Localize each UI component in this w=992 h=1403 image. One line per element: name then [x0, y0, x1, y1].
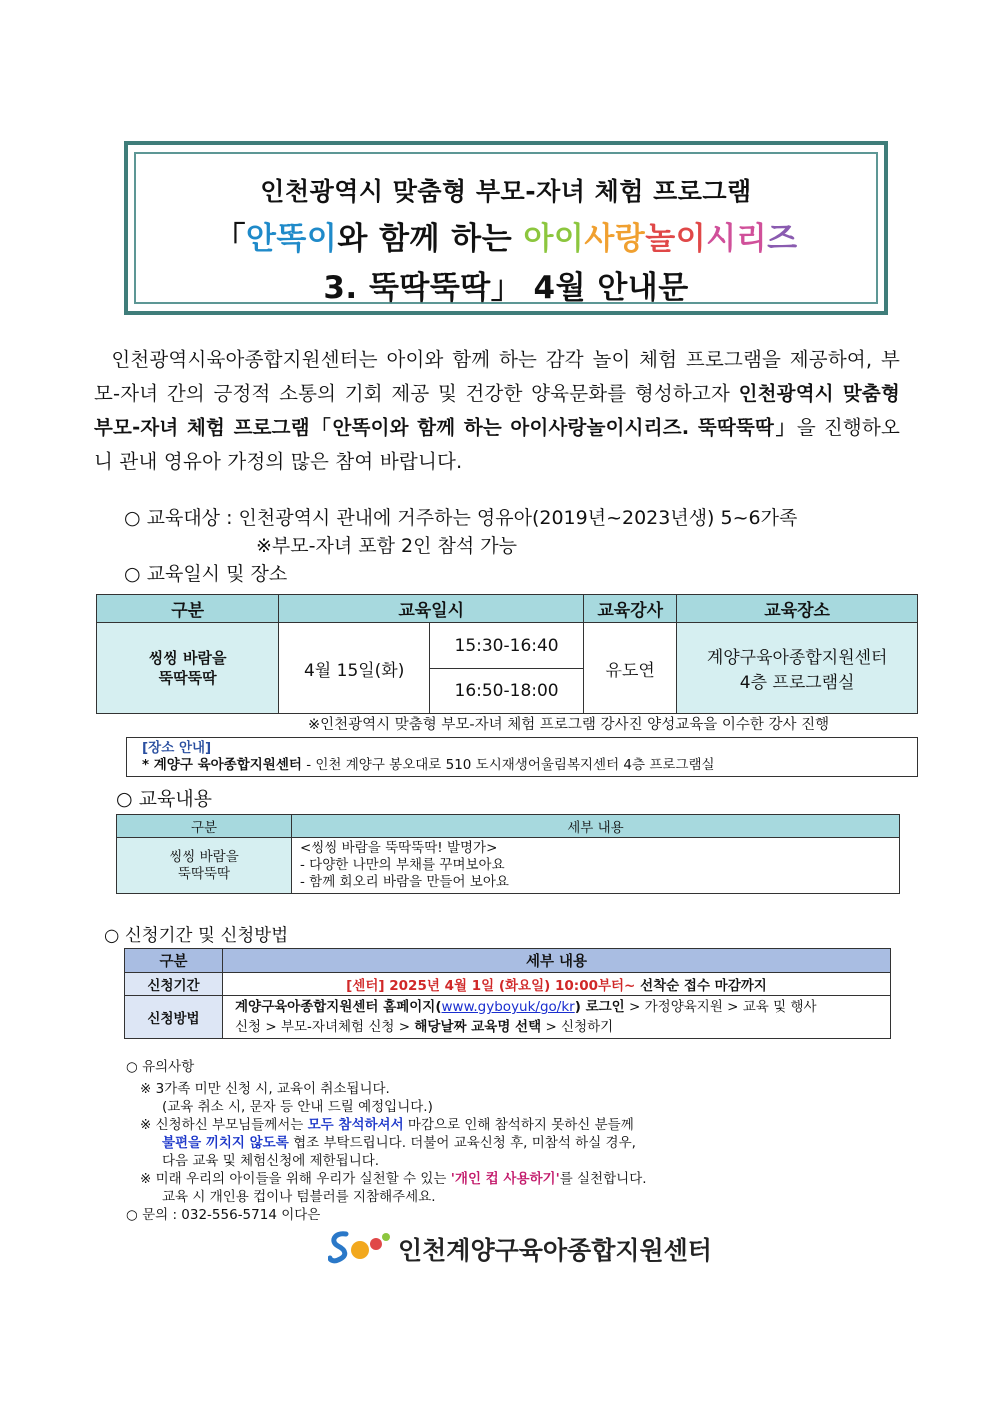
center-logo-icon: [328, 1228, 392, 1266]
schedule-program: 씽씽 바람을 뚝딱뚝딱: [97, 623, 279, 714]
apply-method: 계양구육아종합지원센터 홈페이지(www.gyboyuk/go/kr) 로그인 > 가정양육지원 > 교육 및 행사 신청 > 부모-자녀체험 신청 > 해당날짜 교육명 선택 > 신청하기: [223, 996, 891, 1039]
title-line-3: 3. 뚝딱뚝딱」 4월 안내문: [323, 270, 689, 306]
schedule-header-category: 구분: [97, 595, 279, 623]
schedule-instructor: 유도연: [584, 623, 677, 714]
note-3a: ※ 미래 우리의 아이들을 위해 우리가 실천할 수 있는 '개인 컵 사용하기'를 실천합니다.: [140, 1171, 647, 1187]
note-2b: 불편을 끼치지 않도록 협조 부탁드립니다. 더불어 교육신청 후, 미참석 하실 경우,: [162, 1135, 636, 1151]
contact-line: ○ 문의 : 032-556-5714 이다은: [126, 1207, 321, 1223]
apply-heading: ○ 신청기간 및 신청방법: [104, 926, 289, 946]
notes-heading: ○ 유의사항: [126, 1059, 195, 1075]
apply-table: [124, 948, 891, 1039]
title-character-name: 안똑이: [245, 221, 338, 257]
content-table: [116, 814, 900, 894]
schedule-time-1: 15:30-16:40: [430, 623, 584, 669]
schedule-header-instructor: 교육강사: [584, 595, 677, 623]
target-line: ○ 교육대상 : 인천광역시 관내에 거주하는 영유아(2019년~2023년생) 5~6가족: [124, 507, 798, 529]
content-header-detail: 세부 내용: [292, 815, 900, 838]
apply-header-detail: 세부 내용: [223, 949, 891, 973]
apply-method-label: 신청방법: [125, 996, 223, 1039]
apply-header-category: 구분: [125, 949, 223, 973]
note-3b: 교육 시 개인용 컵이나 텀블러를 지참해주세요.: [162, 1189, 436, 1205]
title-line-1: 인천광역시 맞춤형 부모-자녀 체험 프로그램: [260, 177, 752, 206]
note-1b: (교육 취소 시, 문자 등 안내 드릴 예정입니다.): [162, 1099, 433, 1115]
schedule-place: 계양구육아종합지원센터 4층 프로그램실: [677, 623, 918, 714]
note-1a: ※ 3가족 미만 신청 시, 교육이 취소됩니다.: [140, 1081, 390, 1097]
title-box: [134, 152, 878, 304]
schedule-header-datetime: 교육일시: [279, 595, 584, 623]
schedule-header-place: 교육장소: [677, 595, 918, 623]
note-2a: ※ 신청하신 부모님들께서는 모두 참석하셔서 마감으로 인해 참석하지 못하신 분들께: [140, 1117, 634, 1133]
note-2c: 다음 교육 및 체험신청에 제한됩니다.: [162, 1153, 380, 1169]
notes-section: [126, 1058, 647, 1224]
content-detail: <씽씽 바람을 뚝딱뚝딱! 발명가> - 다양한 나만의 부채를 꾸며보아요 - 함께 회오리 바람을 만들어 보아요: [292, 838, 900, 894]
schedule-table: [96, 594, 918, 714]
apply-period: [센터] 2025년 4월 1일 (화요일) 10:00부터~ 선착순 접수 마감까지: [223, 973, 891, 996]
apply-period-label: 신청기간: [125, 973, 223, 996]
schedule-time-2: 16:50-18:00: [430, 669, 584, 714]
place-info-address: * 계양구 육아종합지원센터 - 인천 계양구 봉오대로 510 도시재생어울림복지센터 4층 프로그램실: [142, 757, 715, 773]
homepage-link[interactable]: www.gyboyuk/go/kr: [441, 999, 575, 1015]
schedule-heading: ○ 교육일시 및 장소: [124, 563, 288, 585]
content-label: 씽씽 바람을 뚝딱뚝딱: [117, 838, 292, 894]
target-note: ※부모-자녀 포함 2인 참석 가능: [256, 535, 517, 557]
place-info-title: [장소 안내]: [142, 740, 212, 756]
center-logo-text: 인천계양구육아종합지원센터: [398, 1236, 712, 1265]
title-line-2: 「안똑이와 함께 하는 아이사랑놀이시리즈: [214, 221, 798, 257]
content-heading: ○ 교육내용: [116, 788, 213, 810]
intro-paragraph: 인천광역시육아종합지원센터는 아이와 함께 하는 감각 놀이 체험 프로그램을 제공하여, 부모-자녀 간의 긍정적 소통의 기회 제공 및 건강한 양육문화를 형성하고자 인천광역시 맞춤형 부모-자녀 체험 프로그램「안똑이와 함께 하는 아이사랑놀이시리즈. 뚝딱뚝딱」을 진행하오니 관내 영유아 가정의 많은 참여 바랍니다.: [94, 348, 900, 473]
schedule-date: 4월 15일(화): [279, 623, 430, 714]
place-info-box: [126, 737, 918, 777]
content-header-category: 구분: [117, 815, 292, 838]
instructor-note: ※인천광역시 맞춤형 부모-자녀 체험 프로그램 강사진 양성교육을 이수한 강사 진행: [308, 717, 830, 733]
